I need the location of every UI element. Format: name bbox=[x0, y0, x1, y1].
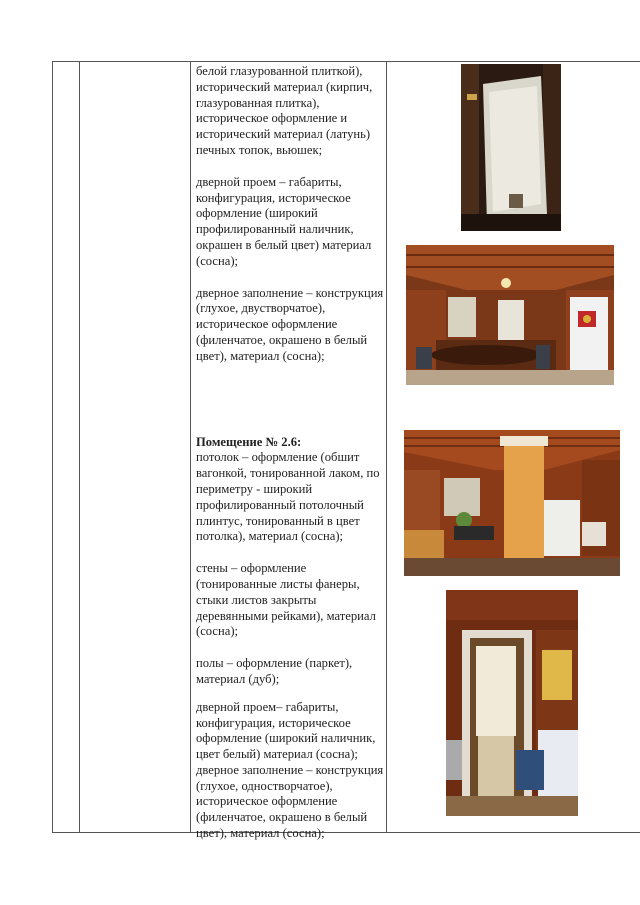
paragraph-stove: белой глазурованной плиткой), исторический материал (кирпич, глазурованная плитка), историческое оформление и исторический материал (латунь) печных топок, вьюшек; bbox=[196, 64, 373, 157]
table-col-line-2 bbox=[79, 61, 80, 833]
paragraph-walls: стены – оформление (тонированные листы фанеры, стыки листов закрыты деревянными рейками), материал (сосна); bbox=[196, 561, 376, 639]
photo-stove-door bbox=[461, 64, 561, 231]
table-top-border bbox=[52, 61, 640, 62]
photo-doorway bbox=[446, 590, 578, 816]
photo-room-2-6 bbox=[404, 430, 620, 576]
paragraph-ceiling: потолок – оформление (обшит вагонкой, тонированной лаком, по периметру - широкий профилированный потолочный плинтус, тонированный в цвет потолка), материал (сосна); bbox=[196, 450, 380, 544]
photo-room-with-flag bbox=[406, 245, 614, 385]
table-col-line-1 bbox=[52, 61, 53, 833]
room-heading: Помещение № 2.6: bbox=[196, 434, 302, 449]
paragraph-doorway-2: дверной проем– габариты, конфигурация, историческое оформление (широкий наличник, цвет белый) материал (сосна); дверное заполнение – конструкция (глухое, одностворчатое), историческое оформление (филенчатое, окрашено в белый цвет), материал (сосна); bbox=[196, 699, 384, 841]
table-col-line-4 bbox=[386, 61, 387, 833]
paragraph-door-fill: дверное заполнение – конструкция (глухое, двустворчатое), историческое оформление (филенчатое, окрашено в белый цвет), материал (сосна); bbox=[196, 285, 384, 363]
paragraph-door-opening: дверной проем – габариты, конфигурация, историческое оформление (широкий профилированный наличник, окрашен в белый цвет) материал (сосна); bbox=[196, 174, 372, 268]
description-cell bbox=[196, 64, 384, 842]
table-col-line-3 bbox=[190, 61, 191, 833]
paragraph-floors: полы – оформление (паркет), материал (дуб); bbox=[196, 656, 353, 686]
